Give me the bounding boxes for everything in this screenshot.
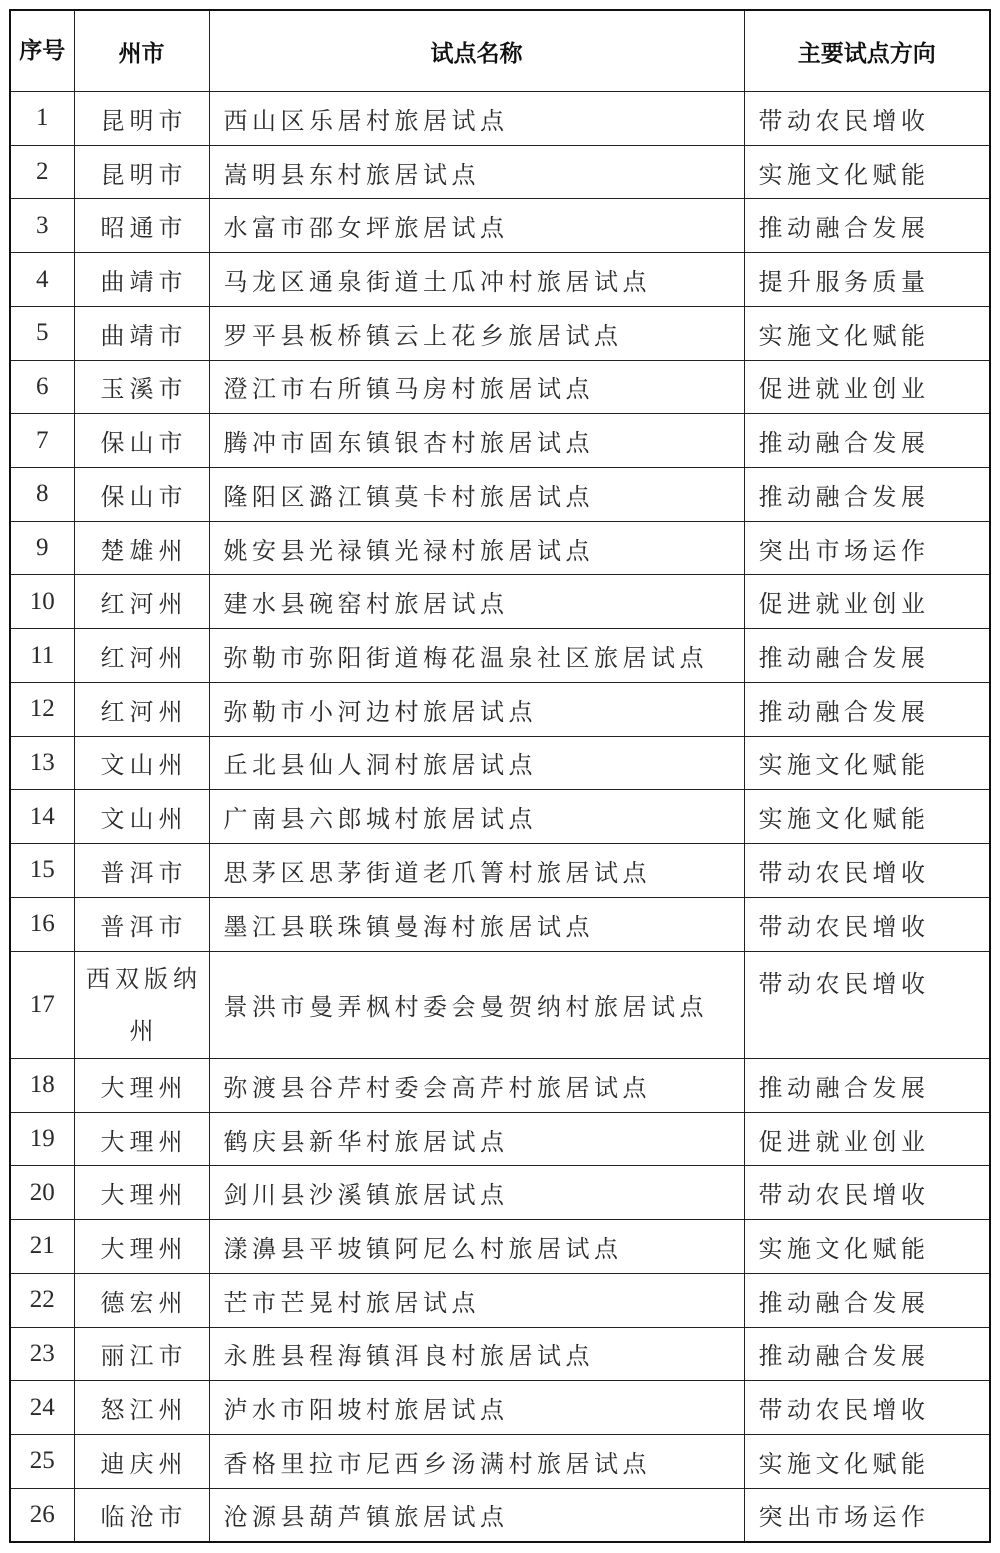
table-row [10,575,990,629]
row-index: 24 [10,1381,74,1435]
row-name: 广南县六郎城村旅居试点 [209,790,744,844]
row-city: 红河州 [74,682,209,736]
pilot-table [9,9,991,1543]
header-direction: 主要试点方向 [744,10,990,92]
row-city: 楚雄州 [74,521,209,575]
table-row [10,1058,990,1112]
row-index: 5 [10,306,74,360]
row-city: 昭通市 [74,199,209,253]
row-city: 昆明市 [74,92,209,146]
row-direction: 带动农民增收 [744,1166,990,1220]
row-city: 丽江市 [74,1327,209,1381]
table-row [10,253,990,307]
row-city: 保山市 [74,414,209,468]
table-row [10,92,990,146]
row-direction: 实施文化赋能 [744,736,990,790]
row-index: 1 [10,92,74,146]
row-direction: 实施文化赋能 [744,1220,990,1274]
row-name: 嵩明县东村旅居试点 [209,145,744,199]
row-direction: 突出市场运作 [744,521,990,575]
row-direction: 推动融合发展 [744,682,990,736]
row-index: 2 [10,145,74,199]
header-name: 试点名称 [209,10,744,92]
table-header [10,10,990,92]
row-direction: 推动融合发展 [744,1273,990,1327]
document-page [9,9,989,1543]
header-index: 序号 [10,10,74,92]
row-direction: 促进就业创业 [744,1112,990,1166]
table-row [10,1381,990,1435]
row-index: 7 [10,414,74,468]
row-index: 22 [10,1273,74,1327]
row-city: 大理州 [74,1112,209,1166]
row-index: 26 [10,1488,74,1542]
row-direction: 推动融合发展 [744,199,990,253]
table-row [10,1112,990,1166]
table-row [10,199,990,253]
row-name: 罗平县板桥镇云上花乡旅居试点 [209,306,744,360]
row-direction: 带动农民增收 [744,92,990,146]
row-name: 建水县碗窑村旅居试点 [209,575,744,629]
row-city: 迪庆州 [74,1434,209,1488]
row-city: 保山市 [74,468,209,522]
row-name: 香格里拉市尼西乡汤满村旅居试点 [209,1434,744,1488]
row-city: 怒江州 [74,1381,209,1435]
row-name: 水富市邵女坪旅居试点 [209,199,744,253]
table-row [10,790,990,844]
row-city: 普洱市 [74,897,209,951]
row-city: 西双版纳州 [74,951,209,1058]
row-index: 11 [10,629,74,683]
row-direction: 实施文化赋能 [744,1434,990,1488]
row-name: 景洪市曼弄枫村委会曼贺纳村旅居试点 [209,951,744,1058]
row-city: 红河州 [74,575,209,629]
header-row [10,10,990,92]
row-name: 芒市芒晃村旅居试点 [209,1273,744,1327]
row-name: 鹤庆县新华村旅居试点 [209,1112,744,1166]
row-direction: 带动农民增收 [744,897,990,951]
row-index: 25 [10,1434,74,1488]
row-name: 澄江市右所镇马房村旅居试点 [209,360,744,414]
table-row [10,306,990,360]
row-direction: 实施文化赋能 [744,145,990,199]
row-index: 10 [10,575,74,629]
row-name: 思茅区思茅街道老爪箐村旅居试点 [209,844,744,898]
row-index: 20 [10,1166,74,1220]
table-row [10,1273,990,1327]
table-row [10,897,990,951]
row-direction: 推动融合发展 [744,629,990,683]
row-index: 14 [10,790,74,844]
row-direction: 实施文化赋能 [744,790,990,844]
row-name: 沧源县葫芦镇旅居试点 [209,1488,744,1542]
row-index: 8 [10,468,74,522]
row-index: 15 [10,844,74,898]
header-city: 州市 [74,10,209,92]
row-index: 19 [10,1112,74,1166]
row-name: 弥勒市弥阳街道梅花温泉社区旅居试点 [209,629,744,683]
row-index: 21 [10,1220,74,1274]
table-row [10,145,990,199]
row-city: 文山州 [74,790,209,844]
table-body [10,92,990,1543]
row-city: 大理州 [74,1058,209,1112]
row-index: 6 [10,360,74,414]
row-city: 曲靖市 [74,306,209,360]
row-direction: 推动融合发展 [744,1327,990,1381]
row-name: 马龙区通泉街道土瓜冲村旅居试点 [209,253,744,307]
row-city: 普洱市 [74,844,209,898]
row-city: 临沧市 [74,1488,209,1542]
table-row [10,1166,990,1220]
table-row [10,1327,990,1381]
row-name: 漾濞县平坡镇阿尼么村旅居试点 [209,1220,744,1274]
row-city: 大理州 [74,1220,209,1274]
table-row [10,1488,990,1542]
row-direction: 推动融合发展 [744,414,990,468]
row-name: 西山区乐居村旅居试点 [209,92,744,146]
row-city: 大理州 [74,1166,209,1220]
row-direction: 带动农民增收 [744,844,990,898]
table-row [10,521,990,575]
row-city: 昆明市 [74,145,209,199]
row-city: 玉溪市 [74,360,209,414]
row-direction: 促进就业创业 [744,360,990,414]
row-direction: 带动农民增收 [744,951,990,1058]
row-index: 16 [10,897,74,951]
row-name: 永胜县程海镇洱良村旅居试点 [209,1327,744,1381]
table-row [10,629,990,683]
row-city: 文山州 [74,736,209,790]
row-name: 腾冲市固东镇银杏村旅居试点 [209,414,744,468]
row-city: 德宏州 [74,1273,209,1327]
table-row [10,682,990,736]
row-city: 曲靖市 [74,253,209,307]
row-name: 墨江县联珠镇曼海村旅居试点 [209,897,744,951]
row-name: 泸水市阳坡村旅居试点 [209,1381,744,1435]
row-name: 弥渡县谷芹村委会高芹村旅居试点 [209,1058,744,1112]
row-index: 3 [10,199,74,253]
row-index: 4 [10,253,74,307]
row-name: 弥勒市小河边村旅居试点 [209,682,744,736]
row-name: 剑川县沙溪镇旅居试点 [209,1166,744,1220]
row-index: 18 [10,1058,74,1112]
row-direction: 推动融合发展 [744,468,990,522]
table-row [10,736,990,790]
row-city: 红河州 [74,629,209,683]
row-direction: 带动农民增收 [744,1381,990,1435]
row-direction: 促进就业创业 [744,575,990,629]
row-direction: 突出市场运作 [744,1488,990,1542]
row-index: 17 [10,951,74,1058]
row-direction: 推动融合发展 [744,1058,990,1112]
table-row [10,414,990,468]
table-row [10,468,990,522]
row-direction: 提升服务质量 [744,253,990,307]
row-index: 23 [10,1327,74,1381]
row-index: 12 [10,682,74,736]
table-row [10,360,990,414]
row-index: 9 [10,521,74,575]
row-name: 隆阳区潞江镇莫卡村旅居试点 [209,468,744,522]
table-row [10,844,990,898]
row-direction: 实施文化赋能 [744,306,990,360]
table-row [10,1434,990,1488]
table-row [10,1220,990,1274]
table-row [10,951,990,1058]
row-index: 13 [10,736,74,790]
row-name: 姚安县光禄镇光禄村旅居试点 [209,521,744,575]
row-name: 丘北县仙人洞村旅居试点 [209,736,744,790]
